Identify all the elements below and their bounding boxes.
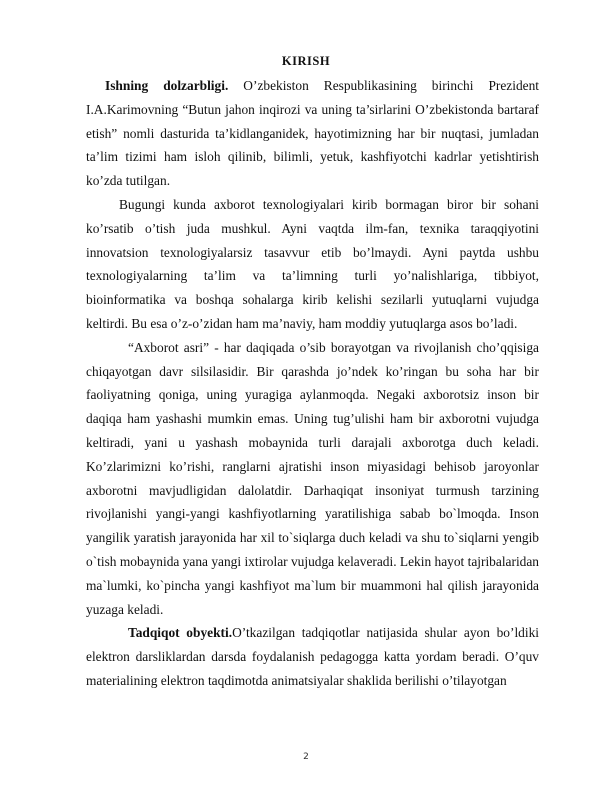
body-text — [86, 74, 539, 693]
section-heading: KIRISH — [281, 54, 331, 68]
paragraph-text-research-object: O’tkazilgan tadqiqotlar natijasida shular ayon bo’ldiki elektron darsliklardan darsda foydalanish pedagogga katta yordam beradi. O’quv materialining elektron taqdimotda animatsiyalar shaklida berilishi o’tilayotgan — [86, 625, 540, 688]
paragraph-research-object — [86, 621, 539, 692]
page-number: 2 — [303, 752, 309, 762]
paragraph-information-age: “Axborot asri” - har daqiqada o’sib borayotgan va rivojlanish cho’qqisiga chiqayotgan davr silsilasidir. Bir qarashda jo’ndek ko’ringan bu soha har bir faoliyatning qoniga, uning yuragiga aylanmoqda. Negaki axborotsiz inson bir daqiqa ham yashashi mumkin emas. Uning tug’ulishi ham bir axborotni vujudga keltiradi, yani u yashash mobaynida turli darajali axborotga duch keladi. Ko’zlarimizni ko’rishi, ranglarni ajratishi inson miyasidagi behisob jaroyonlar axborotni mavjudligidan dalolatdir. Darhaqiqat insoniyat turmush tarzining rivojlanishi yangi-yangi kashfiyotlarning yaratilishiga sabab bo`lmoqda. Inson yangilik yaratish jarayonida har xil to`siqlarga duch keladi va shu to`siqlarni yengib o`tish mobaynida yana yangi ixtirolar vujudga kelaveradi. Lekin hayot tajribalaridan ma`lumki, ko`pincha yangi kashfiyot ma`lum bir muammoni hal qilish jarayonida yuzaga keladi. — [86, 339, 539, 617]
paragraph-it-today: Bugungi kunda axborot texnologiyalari kirib bormagan biror bir sohani ko’rsatib o’tish juda mushkul. Ayni vaqtda ilm-fan, texnika taraqqiyotini innovatsion texnologiyalarsiz tasavvur etib bo’lmaydi. Ayni paytda ushbu texnologiyalarning ta’lim va ta’limning turli yo’nalishlariga, tibbiyot, bioinformatika va boshqa sohalarga kirib kelishi sezilarli yutuqlarni vujudga keltirdi. Bu esa o’z-o’zidan ham ma’naviy, ham moddiy yutuqlarga asos bo’ladi. — [86, 196, 539, 331]
paragraph-relevance — [86, 74, 539, 193]
paragraph-lead-research-object: Tadqiqot obyekti. — [128, 625, 233, 641]
paragraph-lead-relevance: Ishning dolzarbligi. — [105, 78, 229, 93]
paragraph-text-relevance: O’zbekiston Respublikasining birinchi Prezident I.A.Karimovning “Butun jahon inqirozi va uning ta’sirlarini O’zbekistonda bartaraf etish” nomli dasturida ta’kidlanganidek, hayotimizning har bir nuqtasi, jumladan ta’lim tizimi ham isloh qilinib, bilimli, yetuk, kashfiyotchi kadrlar yetishtirish ko’zda tutilgan. — [86, 78, 540, 189]
